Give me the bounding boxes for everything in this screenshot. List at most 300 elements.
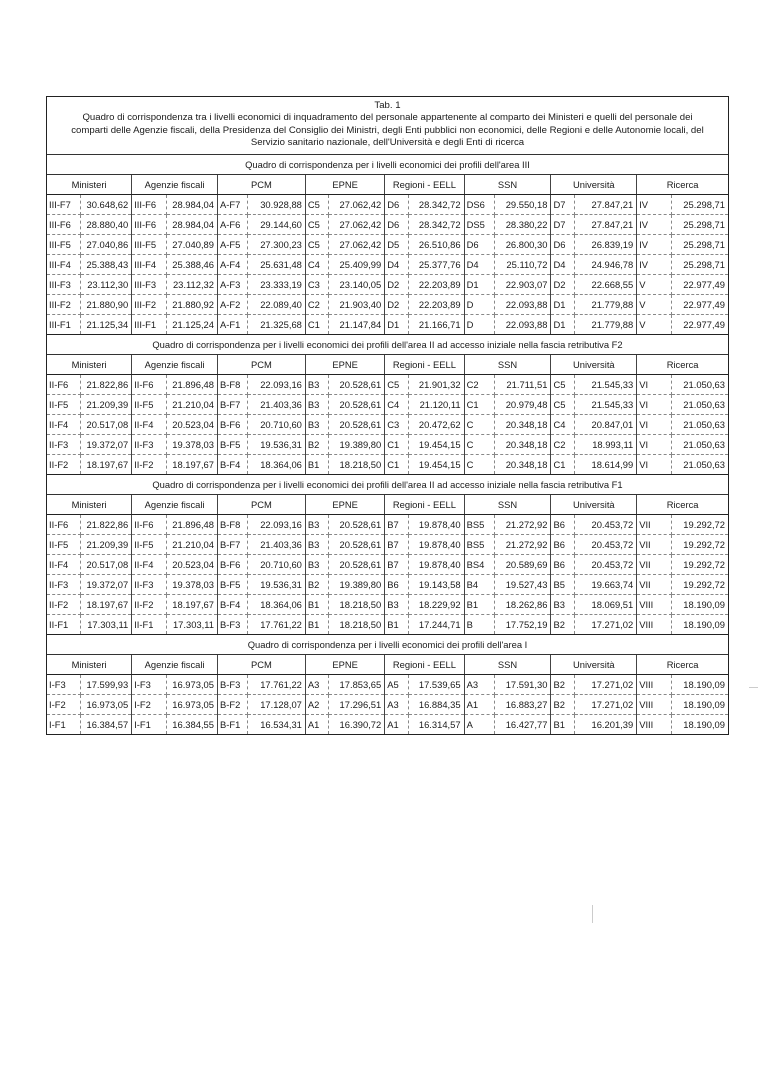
column-header: EPNE — [305, 355, 384, 375]
level-cell: B-F5 — [217, 575, 247, 595]
level-cell: B1 — [305, 615, 329, 635]
level-cell: B2 — [551, 695, 575, 715]
level-cell: B-F6 — [217, 555, 247, 575]
level-cell: B-F1 — [217, 715, 247, 735]
table-row — [47, 215, 728, 235]
level-cell: C4 — [305, 255, 329, 275]
level-cell: B-F3 — [217, 615, 247, 635]
level-cell: II-F3 — [47, 575, 80, 595]
level-cell: B-F3 — [217, 675, 247, 695]
column-header: Ministeri — [47, 655, 132, 675]
salary-cell: 25.298,71 — [671, 255, 728, 275]
salary-cell: 25.631,48 — [248, 255, 306, 275]
margin-mark — [749, 687, 758, 688]
salary-cell: 17.128,07 — [248, 695, 306, 715]
level-cell: B6 — [385, 575, 409, 595]
level-cell: BS4 — [464, 555, 494, 575]
salary-cell: 29.550,18 — [494, 195, 551, 215]
salary-cell: 17.761,22 — [248, 615, 306, 635]
level-cell: C1 — [551, 455, 575, 475]
column-header: Ricerca — [637, 495, 728, 515]
salary-cell: 21.880,90 — [80, 295, 131, 315]
salary-cell: 21.166,71 — [408, 315, 464, 335]
level-cell: B4 — [464, 575, 494, 595]
salary-cell: 26.839,19 — [575, 235, 637, 255]
salary-cell: 23.140,05 — [329, 275, 385, 295]
salary-cell: 20.528,61 — [329, 415, 385, 435]
column-header: PCM — [217, 655, 305, 675]
salary-cell: 16.973,05 — [166, 695, 217, 715]
salary-cell: 19.292,72 — [671, 555, 728, 575]
level-cell: A3 — [385, 695, 409, 715]
salary-cell: 20.517,08 — [80, 555, 131, 575]
level-cell: A5 — [385, 675, 409, 695]
salary-cell: 30.648,62 — [80, 195, 131, 215]
section — [47, 635, 728, 734]
level-cell: B7 — [385, 555, 409, 575]
level-cell: IV — [637, 215, 671, 235]
table-row — [47, 435, 728, 455]
salary-cell: 25.110,72 — [494, 255, 551, 275]
salary-cell: 20.528,61 — [329, 375, 385, 395]
table-row — [47, 595, 728, 615]
table-row — [47, 295, 728, 315]
level-cell: III-F3 — [132, 275, 166, 295]
column-header: Ministeri — [47, 355, 132, 375]
salary-cell: 21.545,33 — [575, 395, 637, 415]
salary-cell: 20.523,04 — [166, 415, 217, 435]
level-cell: B3 — [305, 515, 329, 535]
salary-cell: 17.303,11 — [80, 615, 131, 635]
level-cell: DS6 — [464, 195, 494, 215]
level-cell: I-F3 — [47, 675, 80, 695]
level-cell: B3 — [305, 535, 329, 555]
table-number: Tab. 1 — [374, 100, 401, 111]
salary-cell: 22.203,89 — [408, 295, 464, 315]
level-cell: BS5 — [464, 535, 494, 555]
level-cell: VIII — [637, 695, 671, 715]
level-cell: B2 — [305, 435, 329, 455]
section-table — [47, 495, 728, 634]
level-cell: V — [637, 295, 671, 315]
level-cell: C — [464, 435, 494, 455]
column-header-row — [47, 175, 728, 195]
column-header: Agenzie fiscali — [132, 495, 218, 515]
salary-cell: 21.903,40 — [329, 295, 385, 315]
level-cell: II-F3 — [132, 575, 166, 595]
level-cell: B3 — [305, 395, 329, 415]
level-cell: C3 — [305, 275, 329, 295]
salary-cell: 16.427,77 — [494, 715, 551, 735]
section-title: Quadro di corrispondenza per i livelli economici dei profili dell'area III — [47, 155, 728, 175]
level-cell: V — [637, 315, 671, 335]
column-header: Università — [551, 655, 637, 675]
table-row — [47, 395, 728, 415]
salary-cell: 22.093,16 — [248, 375, 306, 395]
level-cell: II-F4 — [132, 555, 166, 575]
level-cell: II-F6 — [132, 515, 166, 535]
level-cell: C — [464, 415, 494, 435]
level-cell: VII — [637, 575, 671, 595]
salary-cell: 18.069,51 — [575, 595, 637, 615]
salary-cell: 20.979,48 — [494, 395, 551, 415]
salary-cell: 25.298,71 — [671, 195, 728, 215]
level-cell: A3 — [464, 675, 494, 695]
level-cell: VII — [637, 515, 671, 535]
salary-cell: 16.973,05 — [166, 675, 217, 695]
salary-cell: 18.197,67 — [80, 455, 131, 475]
salary-cell: 20.528,61 — [329, 515, 385, 535]
salary-cell: 21.403,36 — [248, 395, 306, 415]
level-cell: B-F4 — [217, 595, 247, 615]
salary-cell: 22.093,16 — [248, 515, 306, 535]
salary-cell: 21.779,88 — [575, 295, 637, 315]
column-header: Regioni - EELL — [385, 495, 464, 515]
column-header: Regioni - EELL — [385, 655, 464, 675]
level-cell: A1 — [385, 715, 409, 735]
salary-cell: 19.454,15 — [408, 455, 464, 475]
level-cell: II-F4 — [47, 415, 80, 435]
salary-cell: 25.377,76 — [408, 255, 464, 275]
level-cell: I-F1 — [47, 715, 80, 735]
salary-cell: 19.292,72 — [671, 575, 728, 595]
level-cell: III-F2 — [47, 295, 80, 315]
salary-cell: 22.977,49 — [671, 295, 728, 315]
salary-cell: 18.190,09 — [671, 595, 728, 615]
salary-cell: 18.197,67 — [80, 595, 131, 615]
table-row — [47, 615, 728, 635]
salary-cell: 16.384,57 — [80, 715, 131, 735]
level-cell: IV — [637, 195, 671, 215]
column-header: Agenzie fiscali — [132, 355, 218, 375]
salary-cell: 28.380,22 — [494, 215, 551, 235]
level-cell: A — [464, 715, 494, 735]
salary-cell: 27.847,21 — [575, 215, 637, 235]
section-title: Quadro di corrispondenza per i livelli economici dei profili dell'area I — [47, 635, 728, 655]
level-cell: C4 — [385, 395, 409, 415]
salary-cell: 21.050,63 — [671, 395, 728, 415]
table-row — [47, 715, 728, 735]
level-cell: B3 — [385, 595, 409, 615]
header-line-1: Quadro di corrispondenza tra i livelli economici di inquadramento del personale appartenente al comparto dei Ministeri e quelli del personale dei — [82, 112, 693, 124]
level-cell: B2 — [551, 675, 575, 695]
salary-cell: 21.325,68 — [248, 315, 306, 335]
level-cell: B3 — [305, 415, 329, 435]
salary-cell: 18.262,86 — [494, 595, 551, 615]
level-cell: B-F5 — [217, 435, 247, 455]
salary-cell: 28.880,40 — [80, 215, 131, 235]
salary-cell: 17.591,30 — [494, 675, 551, 695]
level-cell: B1 — [551, 715, 575, 735]
salary-cell: 21.125,34 — [80, 315, 131, 335]
header-line-3: Servizio sanitario nazionale, dell'Università e degli Enti di ricerca — [250, 137, 525, 149]
salary-cell: 20.528,61 — [329, 535, 385, 555]
level-cell: B3 — [551, 595, 575, 615]
level-cell: A2 — [305, 695, 329, 715]
table-row — [47, 375, 728, 395]
level-cell: B7 — [385, 515, 409, 535]
column-header-row — [47, 355, 728, 375]
salary-cell: 20.528,61 — [329, 395, 385, 415]
section-table — [47, 175, 728, 334]
level-cell: D2 — [385, 295, 409, 315]
salary-cell: 18.218,50 — [329, 615, 385, 635]
level-cell: III-F4 — [132, 255, 166, 275]
level-cell: A-F2 — [217, 295, 247, 315]
salary-cell: 17.539,65 — [408, 675, 464, 695]
level-cell: B-F2 — [217, 695, 247, 715]
salary-cell: 22.203,89 — [408, 275, 464, 295]
level-cell: D2 — [385, 275, 409, 295]
column-header: Ministeri — [47, 175, 132, 195]
level-cell: II-F2 — [47, 595, 80, 615]
salary-cell: 18.190,09 — [683, 619, 725, 630]
salary-cell: 20.517,08 — [80, 415, 131, 435]
salary-cell: 20.453,72 — [575, 515, 637, 535]
level-cell: C5 — [551, 395, 575, 415]
level-cell: II-F1 — [47, 615, 80, 635]
column-header: Università — [551, 495, 637, 515]
salary-cell: 22.903,07 — [494, 275, 551, 295]
salary-cell: 19.878,40 — [408, 555, 464, 575]
salary-cell: 17.599,93 — [80, 675, 131, 695]
level-cell: C1 — [385, 435, 409, 455]
salary-cell: 19.372,07 — [80, 575, 131, 595]
level-cell: III-F1 — [132, 315, 166, 335]
salary-cell: 18.364,06 — [248, 455, 306, 475]
level-cell: III-F1 — [47, 315, 80, 335]
salary-cell: 27.040,89 — [166, 235, 217, 255]
level-cell: B-F8 — [217, 375, 247, 395]
level-cell: D4 — [464, 255, 494, 275]
salary-cell: 16.314,57 — [408, 715, 464, 735]
salary-cell: 25.388,46 — [166, 255, 217, 275]
salary-cell: 17.853,65 — [329, 675, 385, 695]
salary-cell: 18.190,09 — [683, 719, 725, 730]
salary-cell: 30.928,88 — [248, 195, 306, 215]
salary-cell: 18.197,67 — [166, 595, 217, 615]
level-cell: C1 — [464, 395, 494, 415]
level-cell: D6 — [385, 215, 409, 235]
salary-cell: 21.272,92 — [494, 535, 551, 555]
level-cell: BS5 — [464, 515, 494, 535]
salary-cell: 27.062,42 — [329, 235, 385, 255]
level-cell: IV — [637, 235, 671, 255]
level-cell: II-F1 — [132, 615, 166, 635]
table-row — [47, 535, 728, 555]
salary-cell: 26.800,30 — [494, 235, 551, 255]
table-row — [47, 275, 728, 295]
salary-cell: 20.472,62 — [408, 415, 464, 435]
salary-cell: 17.296,51 — [329, 695, 385, 715]
level-cell: C3 — [385, 415, 409, 435]
level-cell: D1 — [385, 315, 409, 335]
salary-cell: 20.847,01 — [575, 415, 637, 435]
level-cell: V — [637, 275, 671, 295]
level-cell: VIII — [637, 675, 671, 695]
section-table — [47, 355, 728, 474]
table-row — [47, 515, 728, 535]
salary-cell: 25.409,99 — [329, 255, 385, 275]
salary-cell: 22.977,49 — [683, 319, 725, 330]
column-header: SSN — [464, 495, 551, 515]
level-cell: B1 — [305, 455, 329, 475]
level-cell: D — [464, 295, 494, 315]
level-cell: D6 — [551, 235, 575, 255]
salary-cell: 16.201,39 — [575, 715, 637, 735]
header-line-2: comparti delle Agenzie fiscali, della Presidenza del Consiglio dei Ministri, degli Enti pubblici non economici, delle Regioni e delle Autonomie locali, del — [71, 124, 704, 136]
column-header: Agenzie fiscali — [132, 175, 218, 195]
level-cell: A1 — [464, 695, 494, 715]
level-cell: D6 — [464, 235, 494, 255]
section — [47, 335, 728, 475]
level-cell: C5 — [551, 375, 575, 395]
level-cell: B — [464, 615, 494, 635]
salary-cell: 20.348,18 — [494, 415, 551, 435]
level-cell: C5 — [385, 375, 409, 395]
salary-cell: 19.372,07 — [80, 435, 131, 455]
table-row — [47, 575, 728, 595]
salary-cell: 21.209,39 — [80, 395, 131, 415]
salary-cell: 22.668,55 — [575, 275, 637, 295]
column-header: EPNE — [305, 175, 384, 195]
salary-cell: 25.388,43 — [80, 255, 131, 275]
table-row — [47, 315, 728, 335]
level-cell: VIII — [637, 615, 671, 635]
level-cell: D5 — [385, 235, 409, 255]
level-cell: D — [464, 315, 494, 335]
salary-cell: 22.093,88 — [494, 295, 551, 315]
sections-container — [47, 155, 728, 734]
level-cell: III-F5 — [132, 235, 166, 255]
salary-cell: 20.348,18 — [494, 455, 551, 475]
salary-cell: 20.528,61 — [329, 555, 385, 575]
salary-cell: 18.197,67 — [166, 455, 217, 475]
correspondence-table-document — [46, 96, 729, 735]
table-row — [47, 675, 728, 695]
salary-cell: 21.120,11 — [408, 395, 464, 415]
level-cell: D1 — [551, 295, 575, 315]
level-cell: II-F5 — [47, 535, 80, 555]
salary-cell: 21.822,86 — [80, 375, 131, 395]
salary-cell: 27.062,42 — [329, 195, 385, 215]
level-cell: D4 — [385, 255, 409, 275]
salary-cell: 17.271,02 — [575, 695, 637, 715]
salary-cell: 21.545,33 — [575, 375, 637, 395]
section-title: Quadro di corrispondenza per i livelli economici dei profili dell'area II ad accesso iniziale nella fascia retributiva F2 — [47, 335, 728, 355]
level-cell: B2 — [305, 575, 329, 595]
column-header: Ministeri — [47, 495, 132, 515]
column-header-row — [47, 495, 728, 515]
salary-cell: 25.298,71 — [671, 235, 728, 255]
salary-cell: 16.973,05 — [80, 695, 131, 715]
level-cell: II-F6 — [47, 375, 80, 395]
salary-cell: 19.454,15 — [408, 435, 464, 455]
salary-cell: 21.209,39 — [80, 535, 131, 555]
table-row — [47, 255, 728, 275]
salary-cell: 18.218,50 — [329, 455, 385, 475]
level-cell: III-F5 — [47, 235, 80, 255]
level-cell: VI — [637, 375, 671, 395]
level-cell: D7 — [551, 195, 575, 215]
salary-cell: 16.384,55 — [166, 715, 217, 735]
salary-cell: 21.896,48 — [166, 515, 217, 535]
salary-cell: 21.050,63 — [671, 375, 728, 395]
level-cell: B-F7 — [217, 395, 247, 415]
level-cell: B3 — [305, 555, 329, 575]
margin-mark — [592, 905, 593, 923]
column-header: SSN — [464, 355, 551, 375]
salary-cell: 21.403,36 — [248, 535, 306, 555]
level-cell: II-F2 — [132, 595, 166, 615]
level-cell: II-F3 — [132, 435, 166, 455]
level-cell: B-F7 — [217, 535, 247, 555]
column-header: Università — [551, 175, 637, 195]
level-cell: II-F3 — [47, 435, 80, 455]
level-cell: IV — [637, 255, 671, 275]
salary-cell: 20.710,60 — [248, 415, 306, 435]
salary-cell: 21.050,63 — [671, 435, 728, 455]
level-cell: B2 — [551, 615, 575, 635]
salary-cell: 19.378,03 — [166, 435, 217, 455]
salary-cell: 19.143,58 — [408, 575, 464, 595]
salary-cell: 21.896,48 — [166, 375, 217, 395]
level-cell: A-F1 — [217, 315, 247, 335]
salary-cell: 19.292,72 — [671, 515, 728, 535]
level-cell: B6 — [551, 515, 575, 535]
table-row — [47, 195, 728, 215]
level-cell: B1 — [305, 595, 329, 615]
level-cell: VII — [637, 555, 671, 575]
column-header: PCM — [217, 175, 305, 195]
level-cell: VII — [637, 535, 671, 555]
level-cell: B-F4 — [217, 455, 247, 475]
salary-cell: 21.779,88 — [575, 315, 637, 335]
salary-cell: 19.878,40 — [408, 535, 464, 555]
salary-cell: 22.977,49 — [671, 275, 728, 295]
salary-cell: 18.190,09 — [671, 695, 728, 715]
salary-cell: 19.536,31 — [248, 575, 306, 595]
salary-cell: 23.333,19 — [248, 275, 306, 295]
level-cell: B6 — [551, 535, 575, 555]
salary-cell: 17.244,71 — [408, 615, 464, 635]
level-cell: A-F7 — [217, 195, 247, 215]
level-cell: A-F3 — [217, 275, 247, 295]
level-cell: II-F5 — [47, 395, 80, 415]
salary-cell: 21.050,63 — [683, 459, 725, 470]
level-cell: VIII — [637, 595, 671, 615]
level-cell: B1 — [385, 615, 409, 635]
level-cell: B-F8 — [217, 515, 247, 535]
salary-cell: 20.710,60 — [248, 555, 306, 575]
column-header: Ricerca — [637, 355, 728, 375]
salary-cell: 28.342,72 — [408, 215, 464, 235]
salary-cell: 21.210,04 — [166, 535, 217, 555]
salary-cell: 18.364,06 — [248, 595, 306, 615]
salary-cell: 16.884,35 — [408, 695, 464, 715]
column-header: PCM — [217, 355, 305, 375]
salary-cell: 16.390,72 — [329, 715, 385, 735]
section-table — [47, 655, 728, 734]
salary-cell: 21.210,04 — [166, 395, 217, 415]
section — [47, 155, 728, 335]
salary-cell: 20.453,72 — [575, 555, 637, 575]
level-cell: I-F2 — [132, 695, 166, 715]
level-cell: C1 — [305, 315, 329, 335]
salary-cell: 28.342,72 — [408, 195, 464, 215]
column-header-row — [47, 655, 728, 675]
level-cell: III-F3 — [47, 275, 80, 295]
